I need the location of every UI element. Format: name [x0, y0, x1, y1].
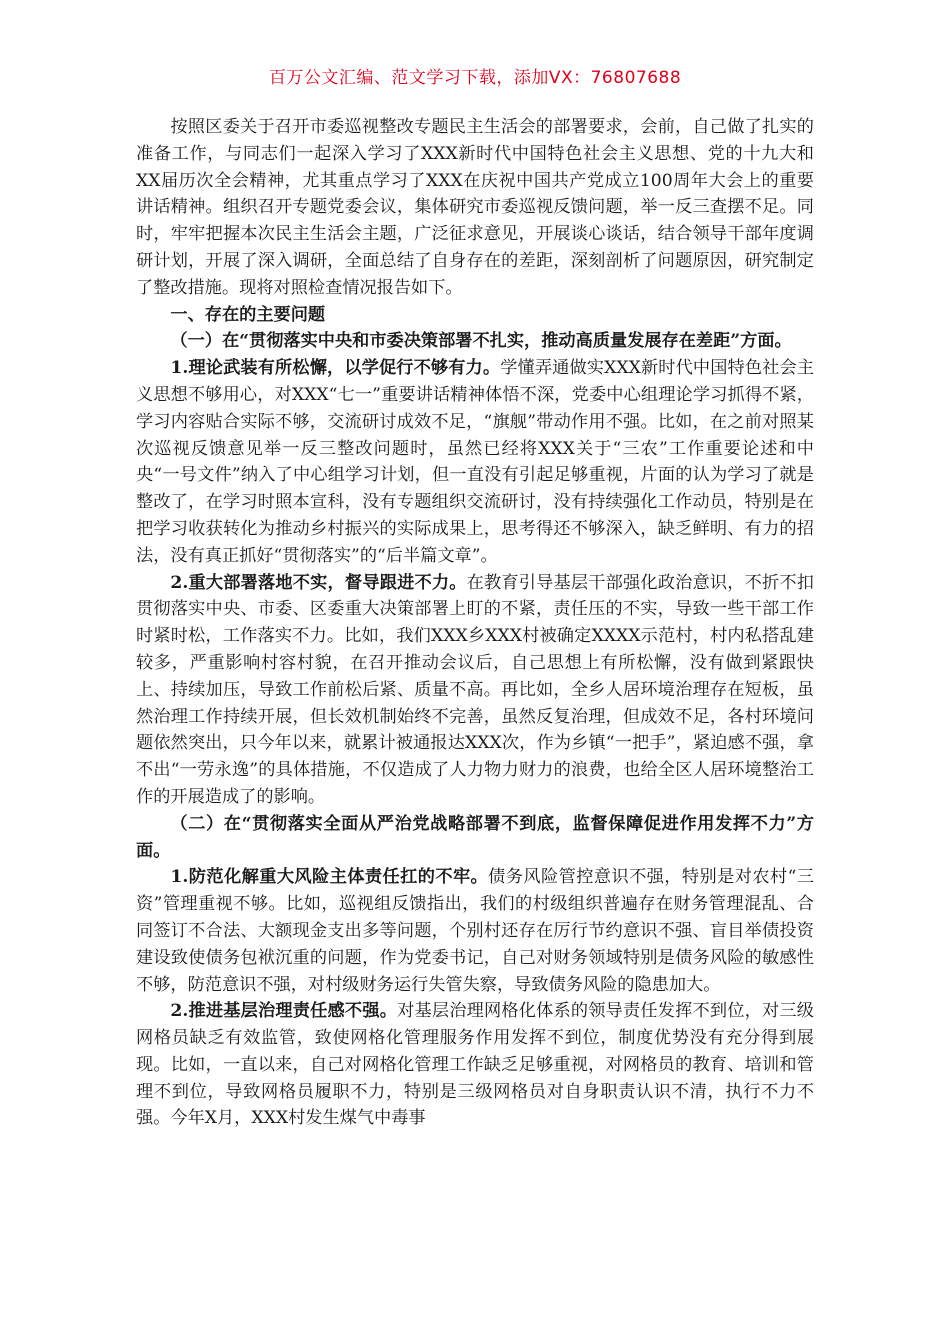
item-lead: 2.推进基层治理责任感不强。: [170, 1001, 398, 1022]
item-paragraph: [136, 998, 814, 1132]
watermark-header: 百万公文汇编、范文学习下载，添加VX：76807688: [268, 68, 682, 88]
item-text: 债务风险管控意识不强，特别是对农村“三资”管理重视不够。比如，巡视组反馈指出，我们的村级组织普遍存在财务管理混乱、合同签订不合法、大额现金支出多等问题，个别村还存在厉行节约意识不强、盲目举债投资建设致使债务包袱沉重的问题，作为党委书记，自己对财务领域特别是债务风险的敏感性不够，防范意识不强，对村级财务运行失管失察，导致债务风险的隐患加大。: [136, 867, 814, 995]
subsection-heading-1: （一）在“贯彻落实中央和市委决策部署不扎实，推动高质量发展存在差距”方面。: [170, 331, 792, 352]
item-text: 学懂弄通做实XXX新时代中国特色社会主义思想不够用心，对XXX“七一”重要讲话精神体悟不深，党委中心组理论学习抓得不紧，学习内容贴合实际不够，交流研讨成效不足，“旗舰”带动作用不强。比如，在之前对照某次巡视反馈意见举一反三整改问题时，虽然已经将XXX关于“三农”工作重要论述和中央“一号文件”纳入了中心组学习计划，但一直没有引起足够重视，片面的认为学习了就是整改了，在学习时照本宣科，没有专题组织交流研讨，没有持续强化工作动员，特别是在把学习收获转化为推动乡村振兴的实际成果上，思考得还不够深入，缺乏鲜明、有力的招法，没有真正抓好“贯彻落实”的“后半篇文章”。: [136, 358, 814, 566]
intro-paragraph: 按照区委关于召开市委巡视整改专题民主生活会的部署要求，会前，自己做了扎实的准备工作，与同志们一起深入学习了XXX新时代中国特色社会主义思想、党的十九大和XX届历次全会精神，尤其重点学习了XXX在庆祝中国共产党成立100周年大会上的重要讲话精神。组织召开专题党委会议，集体研究市委巡视反馈问题，举一反三查摆不足。同时，牢牢把握本次民主生活会主题，广泛征求意见，开展谈心谈话，结合领导干部年度调研计划，开展了深入调研，全面总结了自身存在的差距，深刻剖析了问题原因，研究制定了整改措施。现将对照检查情况报告如下。: [136, 117, 814, 298]
item-text: 在教育引导基层干部强化政治意识，不折不扣贯彻落实中央、市委、区委重大决策部署上盯的不紧，责任压的不实，导致一些干部工作时紧时松，工作落实不力。比如，我们XXX乡XXX村被确定XXXX示范村，村内私搭乱建较多，严重影响村容村貌，在召开推动会议后，自己思想上有所松懈，没有做到紧跟快上、持续加压，导致工作前松后紧、质量不高。再比如，全乡人居环境治理存在短板，虽然治理工作持续开展，但长效机制始终不完善，虽然反复治理，但成效不足，各村环境问题依然突出，只今年以来，就累计被通报达XXX次，作为乡镇“一把手”，紧迫感不强，拿不出“一劳永逸”的具体措施，不仅造成了人力物力财力的浪费，也给全区人居环境整治工作的开展造成了的影响。: [136, 572, 814, 807]
item-lead: 1.理论武装有所松懈，以学促行不够有力。: [170, 358, 501, 379]
item-paragraph: [136, 864, 814, 998]
item-lead: 1.防范化解重大风险主体责任扛的不牢。: [170, 867, 489, 888]
item-lead: 2.重大部署落地不实，督导跟进不力。: [170, 572, 467, 593]
section-heading: 一、存在的主要问题: [170, 304, 326, 325]
item-text: 对基层治理网格化体系的领导责任发挥不到位，对三级网格员缺乏有效监管，致使网格化管理服务作用发挥不到位，制度优势没有充分得到展现。比如，一直以来，自己对网格化管理工作缺乏足够重视，对网格员的教育、培训和管理不到位，导致网格员履职不力，特别是三级网格员对自身职责认识不清，执行不力不强。今年X月，XXX村发生煤气中毒事: [136, 1001, 814, 1129]
item-paragraph: [136, 570, 814, 811]
item-paragraph: [136, 355, 814, 569]
subsection-heading-2: （二）在“贯彻落实全面从严治党战略部署不到底，监督保障促进作用发挥不力”方面。: [136, 813, 814, 861]
